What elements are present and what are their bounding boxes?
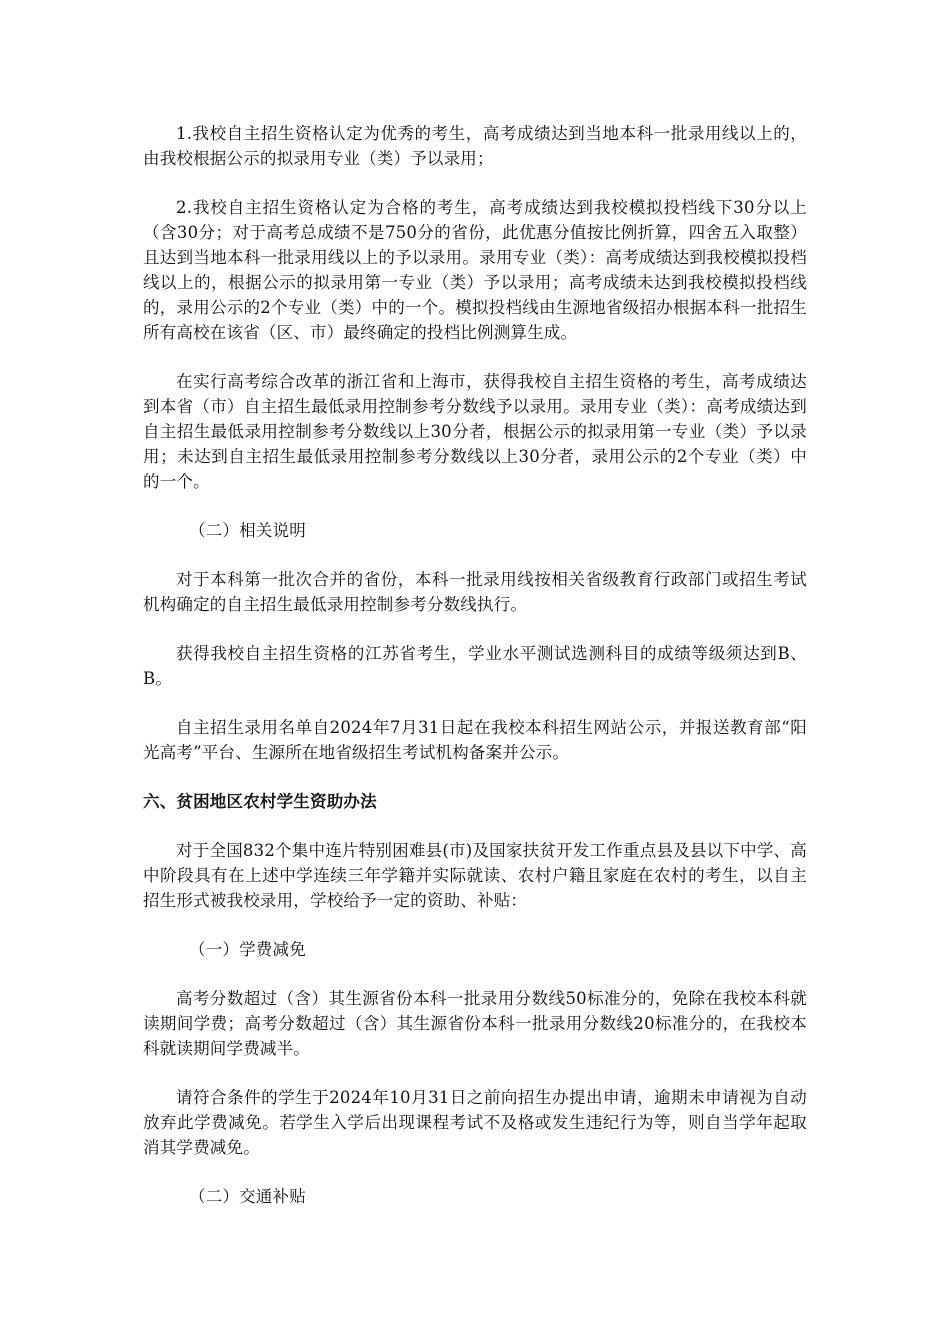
paragraph-qualified-admission: 2.我校自主招生资格认定为合格的考生，高考成绩达到我校模拟投档线下30分以上（含30分；对于高考总成绩不是750分的省份，此优惠分值按比例折算，四舍五入取整）且达到当地本科一批录用线以上的予以录用。录用专业（类）：高考成绩达到我校模拟投档线以上的，根据公示的拟录用第一专业（类）予以录用；高考成绩未达到我校模拟投档线的，录用公示的2个专业（类）中的一个。模拟投档线由生源地省级招办根据本科一批招生所有高校在该省（区、市）最终确定的投档比例测算生成。: [143, 198, 807, 342]
paragraph-zhejiang-shanghai: 在实行高考综合改革的浙江省和上海市，获得我校自主招生资格的考生，高考成绩达到本省（市）自主招生最低录用控制参考分数线予以录用。录用专业（类）：高考成绩达到自主招生最低录用控制参考分数线以上30分者，根据公示的拟录用第一专业（类）予以录用；未达到自主招生最低录用控制参考分数线以上30分者，录用公示的2个专业（类）中的一个。: [143, 372, 807, 491]
paragraph-application-deadline: 请符合条件的学生于2024年10月31日之前向招生办提出申请，逾期未申请视为自动放弃此学费减免。若学生入学后出现课程考试不及格或发生违纪行为等，则自当学年起取消其学费减免。: [143, 1088, 807, 1157]
paragraph-excellent-admission: 1.我校自主招生资格认定为优秀的考生，高考成绩达到当地本科一批录用线以上的，由我校根据公示的拟录用专业（类）予以录用；: [143, 124, 807, 168]
paragraph-jiangsu: 获得我校自主招生资格的江苏省考生，学业水平测试选测科目的成绩等级须达到B、B。: [143, 644, 807, 688]
subheading-tuition-reduction: （一）学费减免: [189, 940, 306, 959]
subheading-transport-subsidy: （二）交通补贴: [189, 1187, 306, 1206]
paragraph-merged-batch: 对于本科第一批次合并的省份，本科一批录用线按相关省级教育行政部门或招生考试机构确定的自主招生最低录用控制参考分数线执行。: [143, 570, 807, 614]
paragraph-aid-eligibility: 对于全国832个集中连片特别困难县(市)及国家扶贫开发工作重点县及县以下中学、高中阶段具有在上述中学连续三年学籍并实际就读、农村户籍且家庭在农村的考生，以自主招生形式被我校录用，学校给予一定的资助、补贴：: [143, 841, 807, 910]
section-heading-financial-aid: 六、贫困地区农村学生资助办法: [143, 792, 377, 811]
paragraph-tuition-rules: 高考分数超过（含）其生源省份本科一批录用分数线50标准分的，免除在我校本科就读期间学费；高考分数超过（含）其生源省份本科一批录用分数线20标准分的，在我校本科就读期间学费减半。: [143, 989, 807, 1058]
paragraph-publication: 自主招生录用名单自2024年7月31日起在我校本科招生网站公示，并报送教育部“阳光高考”平台、生源所在地省级招生考试机构备案并公示。: [143, 718, 807, 762]
document-page: [143, 121, 807, 1233]
subheading-related-notes: （二）相关说明: [189, 521, 306, 540]
